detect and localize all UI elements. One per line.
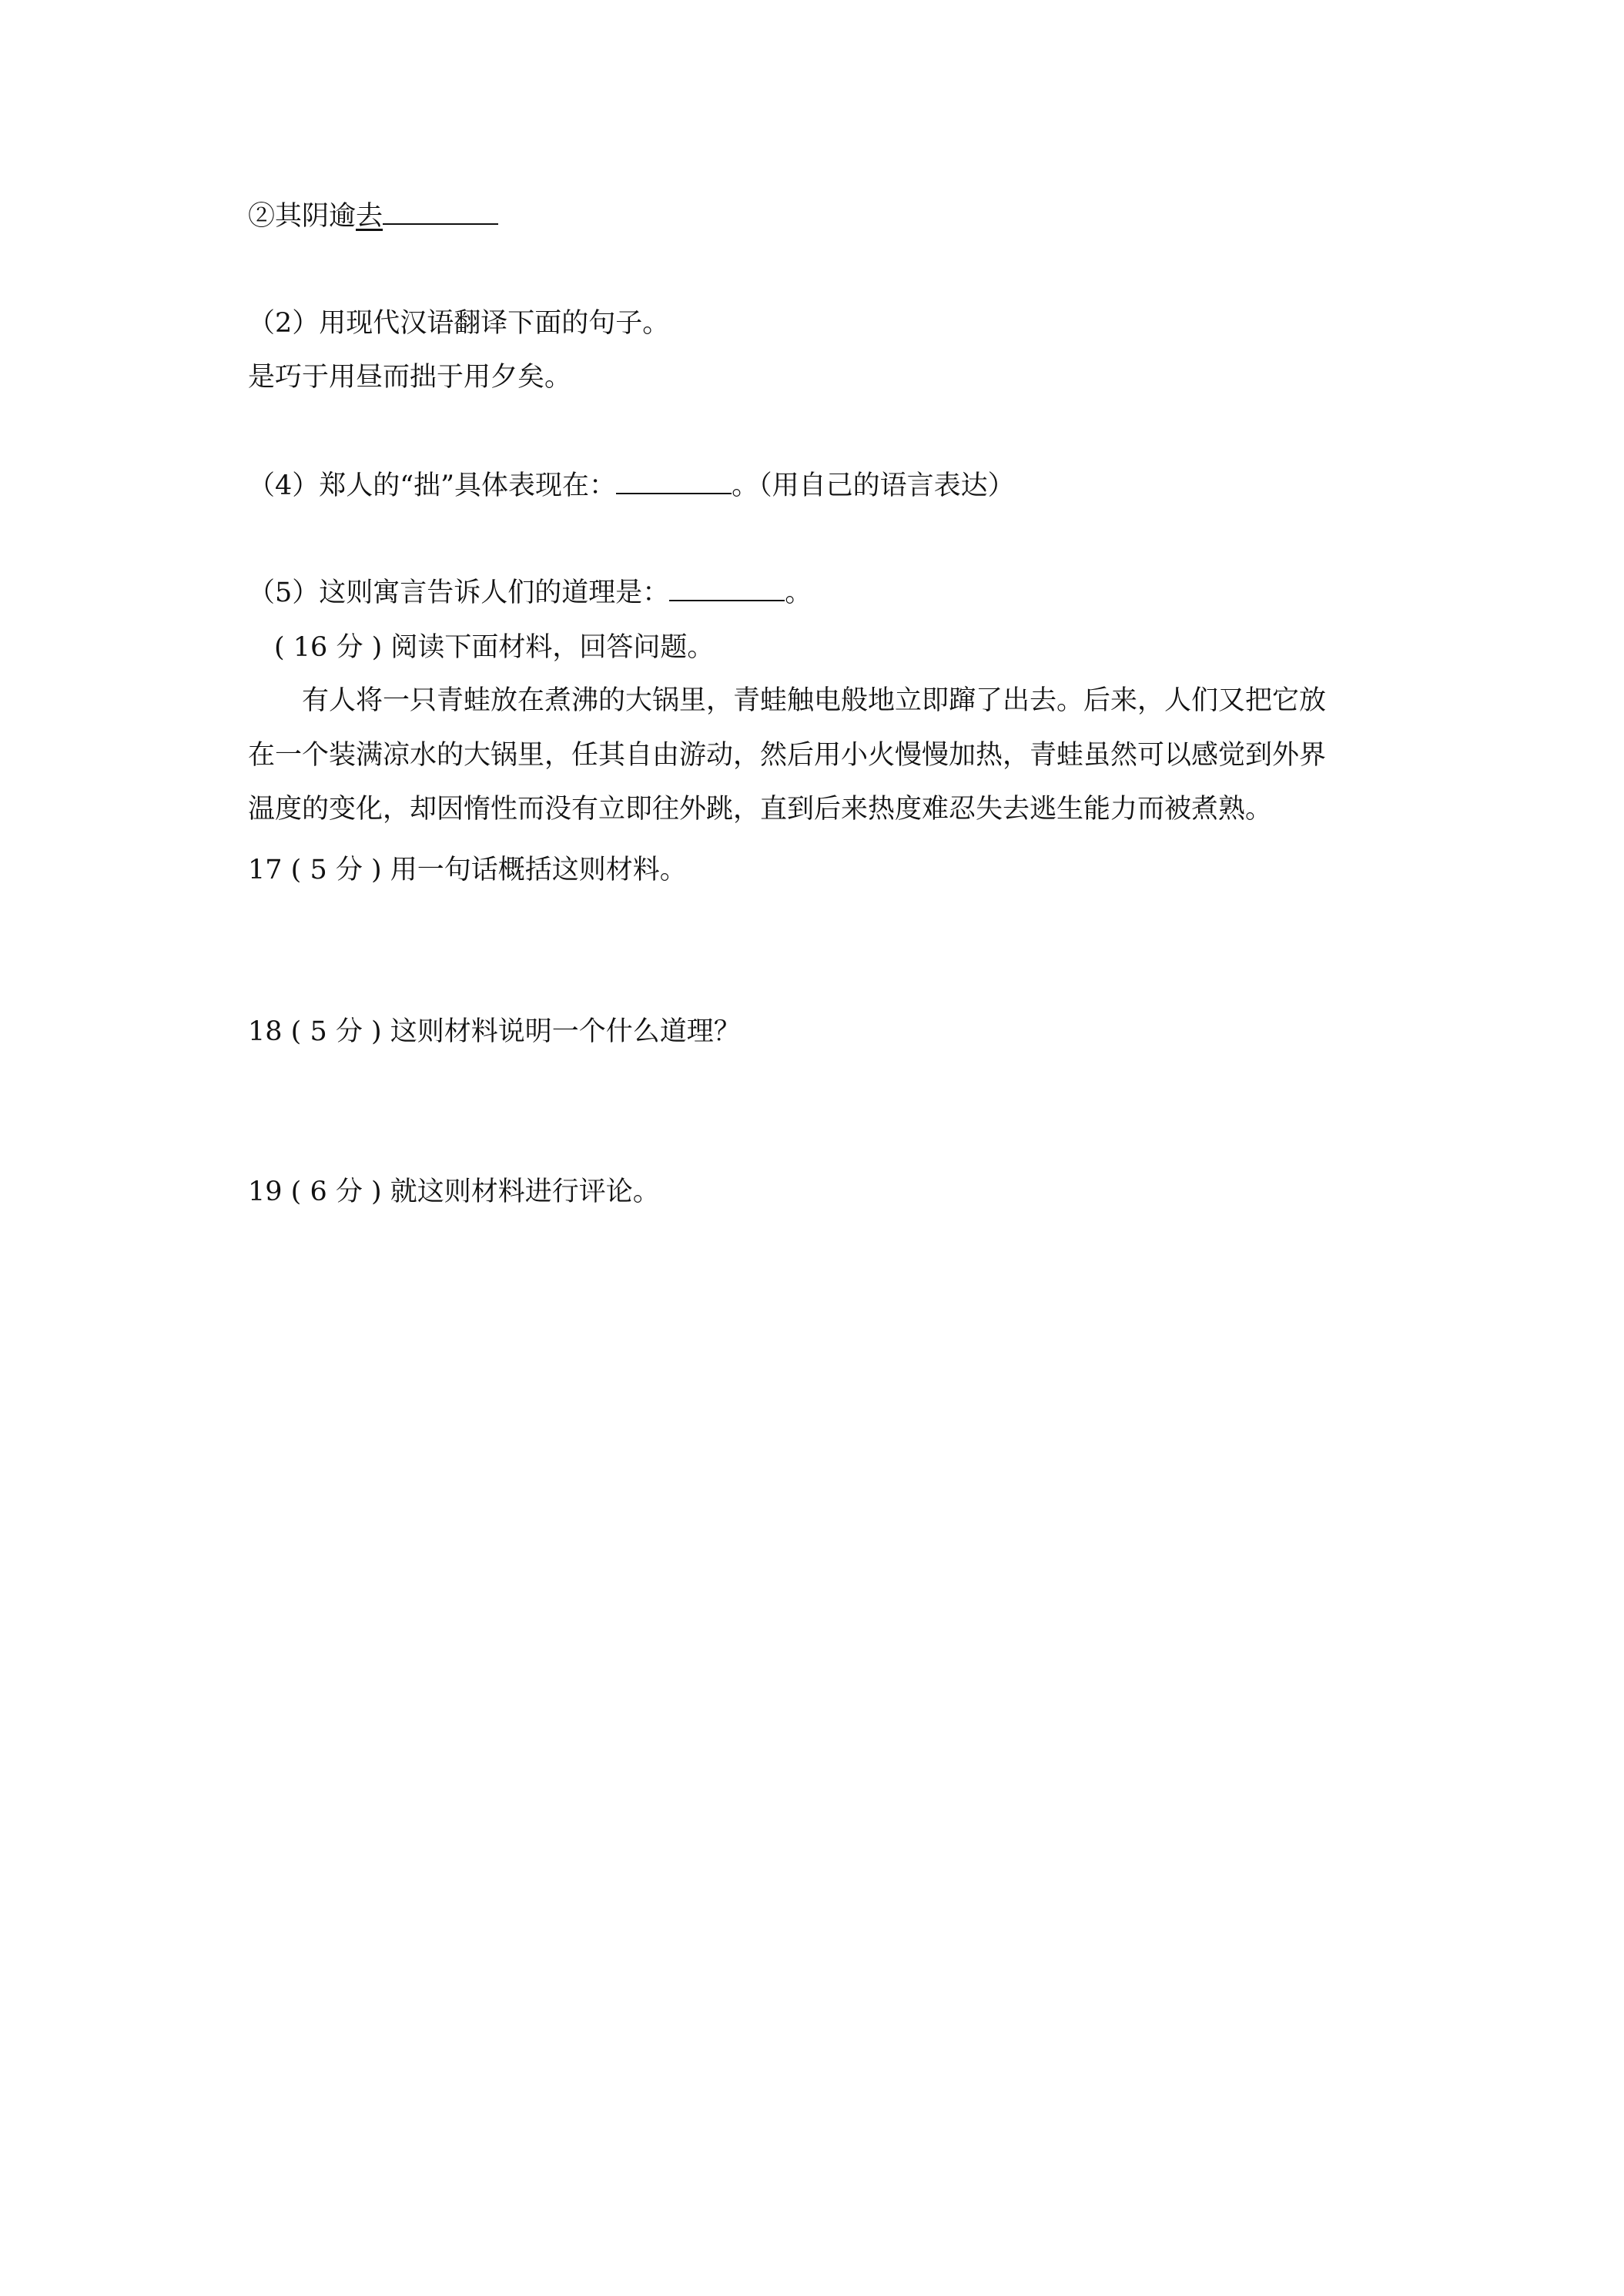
question-5-prefix: （5）这则寓言告诉人们的道理是： bbox=[248, 577, 670, 608]
item-2-prefix: ②其阴逾 bbox=[248, 201, 357, 232]
passage-line-1: 有人将一只青蛙放在煮沸的大锅里，青蛙触电般地立即蹿了出去。后来，人们又把它放 bbox=[302, 685, 1327, 716]
section-header: ( 16 分 ) 阅读下面材料，回答问题。 bbox=[274, 632, 715, 663]
answer-blank[interactable] bbox=[616, 470, 732, 494]
question-17: 17 ( 5 分 ) 用一句话概括这则材料。 bbox=[248, 855, 687, 885]
question-4-prefix: （4）郑人的“拙”具体表现在： bbox=[248, 470, 617, 501]
answer-blank[interactable] bbox=[669, 577, 785, 601]
question-18: 18 ( 5 分 ) 这则材料说明一个什么道理？ bbox=[248, 1016, 741, 1047]
question-4-suffix: 。（用自己的语言表达） bbox=[732, 470, 1015, 501]
passage-line-2: 在一个装满凉水的大锅里，任其自由游动，然后用小火慢慢加热，青蛙虽然可以感觉到外界 bbox=[248, 740, 1327, 771]
answer-blank[interactable] bbox=[383, 200, 498, 225]
question-5 bbox=[248, 575, 812, 611]
question-4 bbox=[248, 468, 1015, 504]
question-5-suffix: 。 bbox=[785, 577, 812, 608]
question-2-sentence: 是巧于用昼而拙于用夕矣。 bbox=[248, 362, 572, 393]
passage-line-3: 温度的变化，却因惰性而没有立即往外跳，直到后来热度难忍失去逃生能力而被煮熟。 bbox=[248, 794, 1273, 825]
question-19: 19 ( 6 分 ) 就这则材料进行评论。 bbox=[248, 1176, 660, 1207]
question-1-item-2 bbox=[248, 199, 498, 234]
item-2-underlined-word: 去 bbox=[356, 201, 383, 232]
question-2-prompt: （2）用现代汉语翻译下面的句子。 bbox=[248, 308, 670, 339]
